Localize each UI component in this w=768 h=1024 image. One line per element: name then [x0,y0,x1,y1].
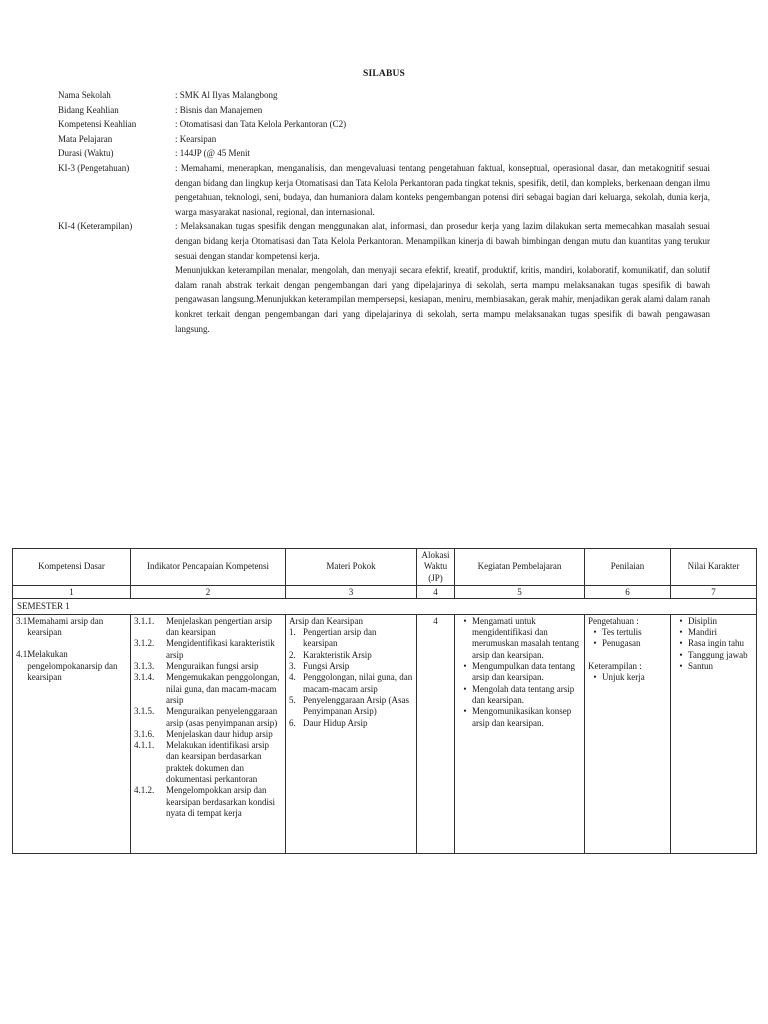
item-text: Menguraikan penyelenggaraan arsip (asas penyimpanan arsip) [166,706,278,728]
column-header: Kegiatan Pembelajaran [455,549,585,586]
list-item [134,638,282,661]
column-header: Indikator Pencapaian Kompetensi [131,549,286,586]
item-text: Menjelaskan pengertian arsip dan kearsipan [166,615,272,638]
info-value-continued: Menunjukkan keterampilan menalar, mengolah, dan menyaji secara efektif, kreatif, produktif, kritis, mandiri, kolaboratif, komunikatif, dan solutif dalam ranah abstrak terkait dengan pengembangan dari yang dipelajarinya di sekolah, serta mampu melaksanakan tugas spesifik di bawah pengawasan langsung.Menunjukkan keterampilan mempersepsi, kesiapan, meniru, membiasakan, gerak mahir, menjadikan gerak alami dalam ranah konkret terkait dengan pengembangan dari yang dipelajarinya di sekolah, serta mampu melaksanakan tugas spesifik di bawah pengawasan langsung. [175,265,710,334]
item-text: Menjelaskan daur hidup arsip [166,728,273,739]
item-number: 3.1.4. [134,672,155,683]
info-row-field [58,103,710,118]
list-item [289,695,413,718]
item-text: Memahami arsip dan kearsipan [27,615,104,638]
column-header: Penilaian [585,549,671,586]
semester-row [13,598,757,614]
item-text: Mengomunikasikan konsep arsip dan kearsipan. [472,706,572,728]
nilai-karakter-cell [671,614,757,853]
item-text: Mengemukakan penggolongan, nilai guna, dan macam-macam arsip [166,672,280,705]
column-number: 5 [455,585,585,598]
materi-pokok-cell [286,614,417,853]
info-row-ki3 [58,161,710,219]
list-item [289,661,413,672]
info-value-block [175,219,710,336]
item-text: Penyelenggaraan Arsip (Asas Penyimpanan Arsip) [303,694,409,717]
item-text: Penggolongan, nilai guna, dan macam-macam arsip [303,672,413,694]
column-number: 6 [585,585,671,598]
item-text: Mengolah data tentang arsip dan kearsipan. [472,683,575,705]
item-number: 3.1.2. [134,638,155,649]
item-number: 3.1.5. [134,706,155,717]
info-label: Kompetensi Keahlian [58,119,137,130]
bullet-icon: • [679,615,683,626]
list-item [289,672,413,695]
list-item [289,650,413,661]
info-value: : Melaksanakan tugas spesifik dengan menggunakan alat, informasi, dan prosedur kerja yang lazim dilakukan serta memecahkan masalah sesuai dengan bidang kerja Otomatisasi dan Tata Kelola Perkantoran. Menampilkan kinerja di bawah bimbingan dengan mutu dan kuantitas yang terukur sesuai dengan standar kompetensi kerja. [175,221,710,261]
bullet-icon: • [679,638,683,649]
penilaian-label: Keterampilan : [588,660,642,671]
list-item [458,661,581,684]
alokasi-waktu-cell: 4 [417,614,455,853]
item-text: Tes tertulis [602,627,642,638]
item-text: Pengertian arsip dan kearsipan [303,627,377,649]
info-label: KI-4 (Keterampilan) [58,221,133,232]
list-item [674,616,753,627]
item-number: 2. [289,649,296,660]
item-number: 6. [289,717,296,728]
list-item [674,627,753,638]
item-number: 5. [289,694,296,705]
penilaian-cell [585,614,671,853]
item-text: Karakteristik Arsip [303,649,372,660]
list-item [134,672,282,706]
item-text: Mengumpulkan data tentang arsip dan kearsipan. [472,661,575,683]
column-header: Nilai Karakter [671,549,757,586]
column-number: 2 [131,585,286,598]
list-item [16,649,127,683]
item-text: Santun [688,661,714,672]
bullet-icon: • [679,627,683,638]
column-number: 4 [417,585,455,598]
item-number: 3.1 [16,615,28,626]
list-item [588,638,667,649]
item-text: Mengamati untuk mengidentifikasi dan merumuskan masalah tentang arsip dan kearsipan. [472,615,579,660]
info-label: Mata Pelajaran [58,133,113,144]
syllabus-table [12,548,757,854]
bullet-icon: • [679,661,683,672]
list-item [289,627,413,650]
bullet-icon: • [463,683,467,694]
list-item [16,616,127,639]
item-text: Unjuk kerja [602,672,645,683]
bullet-icon: • [463,615,467,626]
info-row-duration [58,146,710,161]
column-number-row [13,585,757,598]
document-title: SILABUS [362,69,406,79]
info-row-ki4 [58,219,710,336]
item-text: Menguraikan fungsi arsip [166,661,259,672]
item-number: 4.1.1. [134,740,155,751]
item-text: Mengidentifikasi karakteristik arsip [166,638,275,660]
list-item [134,706,282,729]
info-label: Bidang Keahlian [58,104,119,115]
info-row-school [58,88,710,103]
item-number: 4.1. [16,649,30,660]
list-item [588,672,667,683]
item-text: Melakukan pengelompokanarsip dan kearsipan [27,649,118,683]
materi-title: Arsip dan Kearsipan [289,615,363,626]
table-row [13,614,757,853]
identity-section [58,88,710,336]
item-text: Mandiri [688,627,717,638]
item-text: Tanggung jawab [688,649,748,660]
info-label: Nama Sekolah [58,90,111,100]
kompetensi-dasar-cell [13,614,131,853]
item-number: 4. [289,672,296,683]
item-text: Mengelompokkan arsip dan kearsipan berdasarkan kondisi nyata di tempat kerja [166,785,275,818]
info-value: : Otomatisasi dan Tata Kelola Perkantoran (C2) [175,119,347,130]
item-number: 3.1.3. [134,661,155,672]
list-item [134,729,282,740]
column-number: 1 [13,585,131,598]
info-label: KI-3 (Pengetahuan) [58,162,130,173]
info-value: : SMK Al Ilyas Malangbong [175,90,278,100]
list-item [458,706,581,729]
list-item [458,616,581,661]
list-item [674,661,753,672]
item-number: 3. [289,661,296,672]
penilaian-label: Pengetahuan : [588,615,639,626]
indikator-cell [131,614,286,853]
column-number: 3 [286,585,417,598]
bullet-icon: • [593,672,597,683]
item-number: 4.1.2. [134,785,155,796]
column-header: Materi Pokok [286,549,417,586]
item-number: 3.1.1. [134,615,155,626]
info-label: Durasi (Waktu) [58,148,114,159]
table-header-row [13,549,757,586]
bullet-icon: • [593,627,597,638]
list-item [458,684,581,707]
list-item [674,650,753,661]
list-item [674,638,753,649]
list-item [134,785,282,819]
item-text: Penugasan [602,638,641,649]
list-item [289,718,413,729]
info-value: : 144JP (@ 45 Menit [175,148,250,159]
semester-label: SEMESTER 1 [13,598,757,614]
column-number: 7 [671,585,757,598]
list-item [134,661,282,672]
list-item [134,740,282,785]
bullet-icon: • [463,706,467,717]
item-number: 1. [289,627,296,638]
info-value: : Memahami, menerapkan, menganalisis, dan mengevaluasi tentang pengetahuan faktual, konseptual, operasional dasar, dan metakognitif sesuai dengan bidang dan lingkup kerja Otomatisasi dan Tata Kelola Perkantoran pada tingkat teknis, spesifik, detil, dan kompleks, berkenaan dengan ilmu pengetahuan, teknologi, seni, budaya, dan humaniora dalam konteks pengembangan potensi diri sebagai bagian dari keluarga, sekolah, dunia kerja, warga masyarakat nasional, regional, dan internasional. [175,162,710,217]
column-header: Alokasi Waktu (JP) [417,549,455,586]
bullet-icon: • [593,638,597,649]
item-text: Melakukan identifikasi arsip dan kearsipan berdasarkan praktek dokumen dan dokumentasi perkantoran [166,740,269,785]
bullet-icon: • [679,649,683,660]
info-row-subject [58,132,710,147]
kegiatan-cell [455,614,585,853]
item-text: Daur Hidup Arsip [303,717,368,728]
item-text: Fungsi Arsip [303,661,350,672]
item-number: 3.1.6. [134,728,155,739]
info-value: : Kearsipan [175,133,217,144]
list-item [134,616,282,639]
item-text: Rasa ingin tahu [688,638,744,649]
item-text: Disiplin [688,615,718,626]
list-item [588,627,667,638]
info-value: : Bisnis dan Manajemen [175,104,263,115]
bullet-icon: • [463,661,467,672]
info-row-competency [58,117,710,132]
column-header: Kompetensi Dasar [13,549,131,586]
